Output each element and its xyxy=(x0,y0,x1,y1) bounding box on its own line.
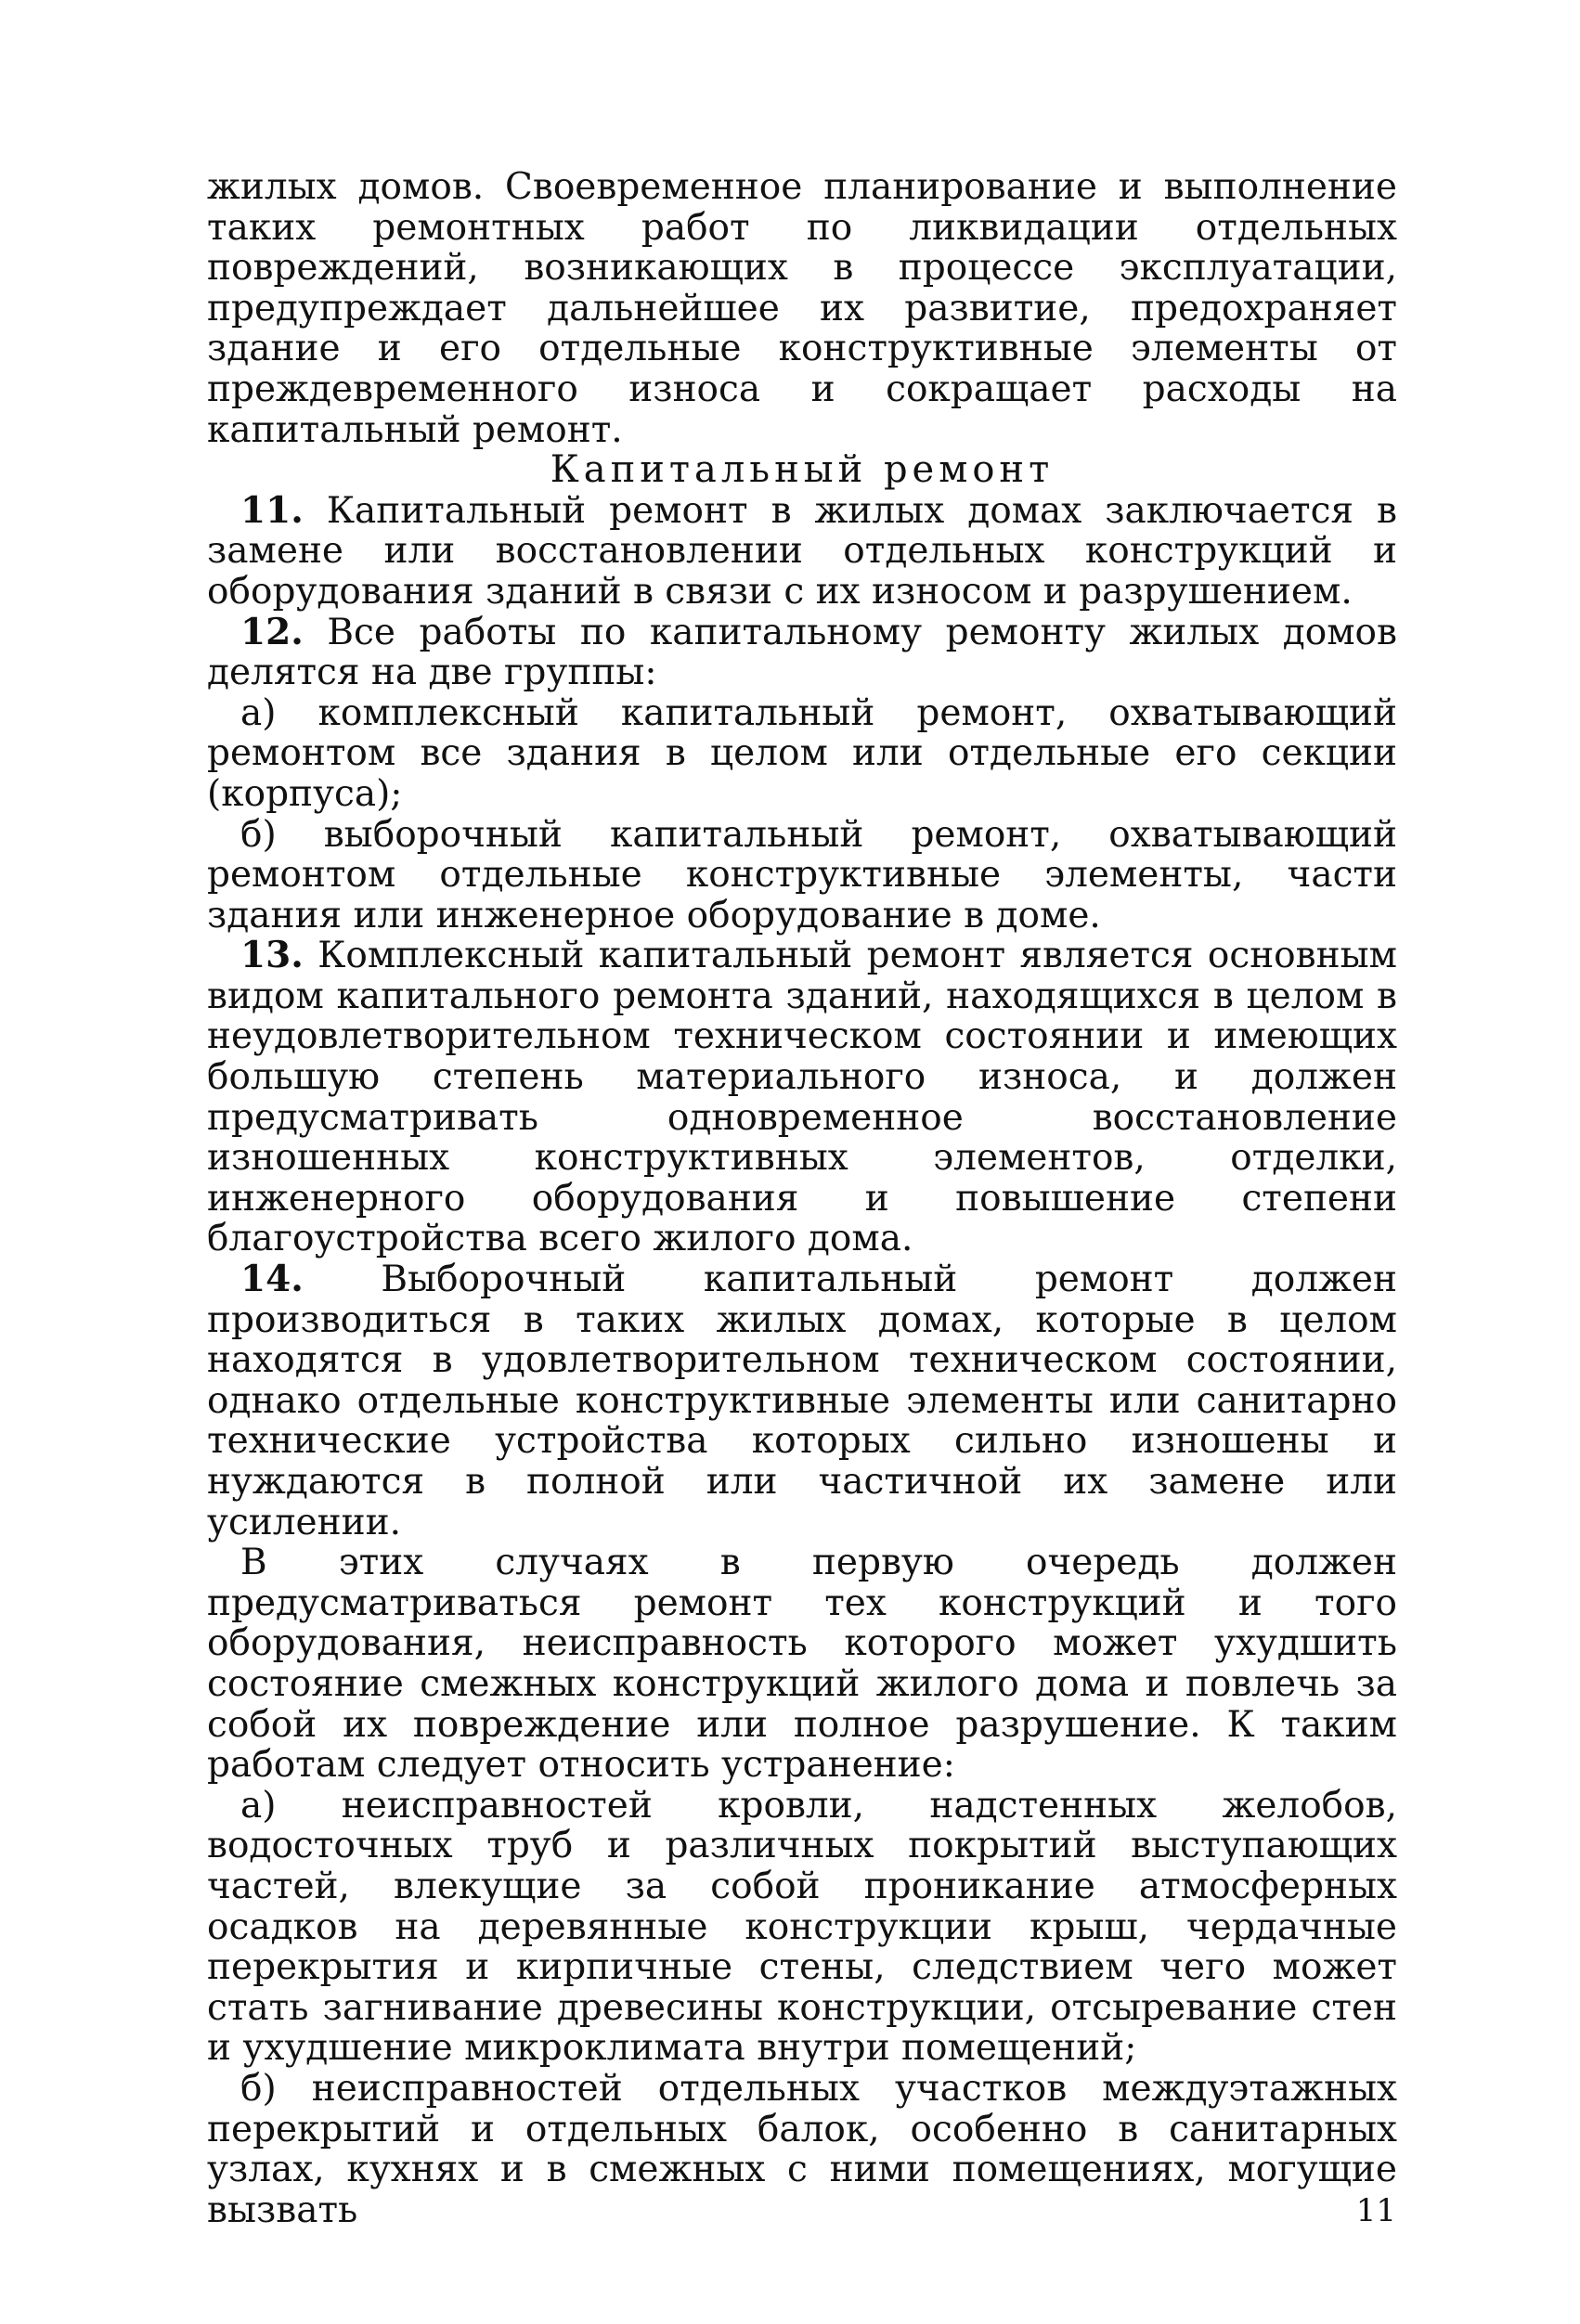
paragraph-14-continuation: В этих случаях в первую очередь должен предусматриваться ремонт тех конструкций и того оборудования, неисправность которого может ухудшить состояние смежных конструкций жилого дома и повлечь за собой их повреждение или полное разрушение. К таким работам следует относить устранение: xyxy=(207,1542,1397,1787)
paragraph-12-item-a: а) комплексный капитальный ремонт, охватывающий ремонтом все здания в целом или отдельные его секции (корпуса); xyxy=(207,691,1397,815)
paragraph-text: Капитальный ремонт в жилых домах заключается в замене или восстановлении отдельных конструкций и оборудования зданий в связи с их износом и разрушением. xyxy=(207,489,1397,613)
page-number: 11 xyxy=(1355,2192,1396,2229)
paragraph-14 xyxy=(207,1259,1397,1543)
text-column xyxy=(207,167,1397,2230)
intro-paragraph: жилых домов. Своевременное планирование и выполнение таких ремонтных работ по ликвидации отдельных повреждений, возникающих в процессе эксплуатации, предупреждает дальнейшее их развитие, предохраняет здание и его отдельные конструктивные элементы от преждевременного износа и сокращает расходы на капитальный ремонт. xyxy=(207,166,1397,451)
paragraph-14-item-b: б) неисправностей отдельных участков междуэтажных перекрытий и отдельных балок, особенно в санитарных узлах, кухнях и в смежных с ними помещениях, могущие вызвать xyxy=(207,2067,1397,2231)
paragraph-14-item-a: а) неисправностей кровли, надстенных желобов, водосточных труб и различных покрытий выступающих частей, влекущие за собой проникание атмосферных осадков на деревянные конструкции крыш, чердачные перекрытия и кирпичные стены, следствием чего может стать загнивание древесины конструкции, отсыревание стен и ухудшение микроклимата внутри помещений; xyxy=(207,1784,1397,2070)
section-heading: Капитальный ремонт xyxy=(550,448,1055,492)
paragraph-text: Выборочный капитальный ремонт должен производиться в таких жилых домах, которые в целом находятся в удовлетворительном техническом состоянии, однако отдельные конструктивные элементы или санитарно технические устройства которых сильно изношены и нуждаются в полной или частичной их замене или усилении. xyxy=(207,1259,1397,1543)
paragraph-12-item-b: б) выборочный капитальный ремонт, охватывающий ремонтом отдельные конструктивные элементы, части здания или инженерное оборудование в доме. xyxy=(207,813,1397,936)
paragraph-11 xyxy=(207,488,1397,613)
paragraph-number: 12. xyxy=(240,610,304,653)
paragraph-13 xyxy=(207,936,1397,1259)
paragraph-text: Комплексный капитальный ремонт является основным видом капитального ремонта зданий, находящихся в целом в неудовлетворительном техническом состоянии и имеющих большую степень материального износа, и должен предусматривать одновременное восстановление изношенных конструктивных элементов, отделки, инженерного оборудования и повышение степени благоустройства всего жилого дома. xyxy=(207,935,1397,1260)
paragraph-12 xyxy=(207,610,1397,694)
paragraph-number: 11. xyxy=(240,488,304,532)
paragraph-number: 13. xyxy=(240,934,304,977)
paragraph-number: 14. xyxy=(240,1258,304,1301)
paragraph-text: Все работы по капитальному ремонту жилых домов делятся на две группы: xyxy=(207,611,1397,694)
